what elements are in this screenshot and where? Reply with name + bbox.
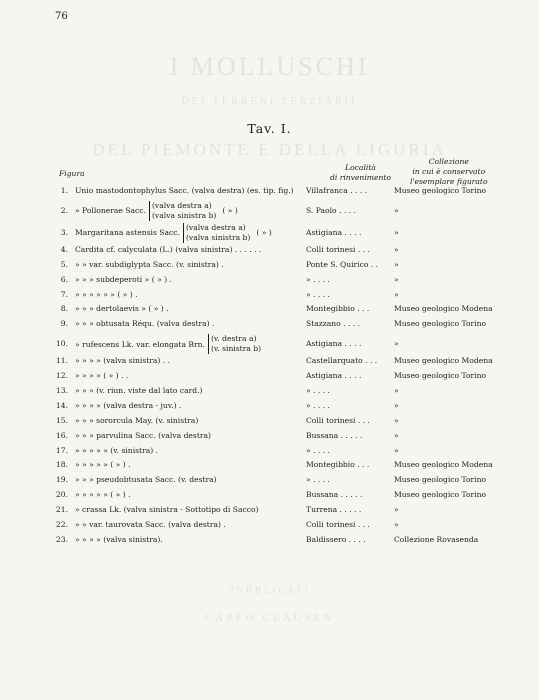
collection: » [394,244,399,254]
figure-number: 9. [60,319,68,329]
header-collezione [410,157,488,187]
collection: » [394,386,399,396]
ghost-line-1: I MOLLUSCHI [169,52,370,81]
figure-number: 19. [55,475,68,485]
species-description: » » » » » (v. sinistra) . [75,445,159,455]
locality: Villafranca . . . . [306,186,368,195]
locality: Astigiana . . . . [306,339,362,349]
figure-number: 5. [60,259,68,269]
figure-number: 7. [60,289,68,299]
species-description: » » » dertolaevis » ( » ) . [75,304,169,314]
figure-number: 21. [55,505,68,515]
figure-number: 3. [60,227,68,237]
collection: Museo geologico Torino [394,319,487,329]
figure-number: 15. [55,415,68,425]
collection: » [394,430,399,440]
table-row [0,290,539,305]
figure-number: 13. [55,386,68,396]
table-row [0,223,539,245]
valve-note: ( » ) [256,228,272,238]
species-description [75,223,272,243]
collection: Museo geologico Torino [394,371,487,381]
collection: » [394,505,399,515]
locality: » . . . . [306,400,330,410]
header-collezione-line3: l'esemplare figurato [410,177,488,186]
species-description: » » » » » ( » ) . [75,490,131,500]
ghost-line-4: PUBBLICATI [228,585,311,595]
locality: Astigiana . . . . [306,227,362,237]
collection: Collezione Rovasenda [394,534,479,544]
table-row [0,535,539,550]
valve-b: (v. sinistra b) [210,344,262,354]
species-name: Margaritana astensis Sacc. [75,228,180,238]
table-row [0,304,539,319]
collection: » [394,227,399,237]
species-description: Unio mastodontophylus Sacc. (valva destra) (es. tip. fig.) [75,186,294,195]
collection: » [394,520,399,530]
locality: Colli torinesi . . . [306,415,370,425]
locality: Astigiana . . . . [306,371,362,381]
species-description: » » » » » » ( » ) . [75,289,138,299]
valve-note: ( » ) [222,206,238,216]
species-description: » » » » ( » ) . . [75,371,129,381]
table-row [0,446,539,461]
table-row [0,475,539,490]
locality: Stazzano . . . . [306,319,361,329]
figure-number: 11. [55,356,68,366]
plate-table [0,186,539,550]
species-description: » » » sororcula May. (v. sinistra) [75,415,199,425]
ghost-line-2: DEI TERRENI TERZIARII [181,96,358,107]
locality: Turrena . . . . . [306,505,362,515]
figure-number: 12. [55,371,68,381]
table-row [0,245,539,260]
table-row [0,431,539,446]
locality: » . . . . [306,475,330,485]
species-description: » » » » (valva sinistra) . . [75,356,171,366]
collection: Museo geologico Torino [394,186,487,195]
collection: » [394,259,399,269]
table-row [0,371,539,386]
locality: Castellarquato . . . [306,356,378,366]
header-collezione-line2: in cui è conservato [412,167,486,176]
collection: » [394,339,399,349]
species-description: » » » » (valva destra - juv.) . [75,400,182,410]
species-description [75,201,238,221]
table-row [0,416,539,431]
table-row [0,356,539,371]
collection: » [394,289,399,299]
species-description [75,334,267,354]
locality: » . . . . [306,445,330,455]
valve-b: (valva sinistra b) [185,232,251,242]
header-localita-line2: di rinvenimento [330,173,391,182]
species-name: » Pollonerae Sacc. [75,206,146,216]
locality: Baldissero . . . . [306,534,366,544]
brace-group [208,334,261,354]
table-row [0,386,539,401]
locality: Montegibbio . . . [306,304,370,314]
species-description: Cardita cf. calyculata (L.) (valva sinistra) . . . . . . [75,244,262,254]
collection: » [394,415,399,425]
figure-number: 20. [55,490,68,500]
table-row [0,334,539,356]
figure-number: 18. [55,460,68,470]
table-row [0,319,539,334]
figure-number: 16. [55,430,68,440]
ghost-line-3: DEL PIEMONTE E DELLA LIGURIA [92,140,447,159]
table-row [0,186,539,201]
collection: » [394,445,399,455]
species-name: » rufescens Lk. var. elongata Brn. [75,339,205,349]
species-description: » » var. subdiglypta Sacc. (v. sinistra) . [75,259,224,269]
table-row [0,260,539,275]
figure-number: 6. [60,274,68,284]
header-localita [330,163,391,183]
table-row [0,520,539,535]
valve-b: (valva sinistra b) [151,210,217,220]
collection: » [394,205,399,215]
table-row [0,201,539,223]
species-description: » » » » (valva sinistra). [75,534,163,544]
species-description: » » var. taurovata Sacc. (valva destra) . [75,520,226,530]
species-description: » » » » » ( » ) . [75,460,131,470]
locality: » . . . . [306,386,330,396]
figure-number: 8. [60,304,68,314]
header-collezione-line1: Collezione [428,157,469,166]
collection: Museo geologico Modena [394,460,493,470]
species-description: » » » subdeperoti » ( » ) . [75,274,172,284]
table-row [0,460,539,475]
locality: Bussana . . . . . [306,490,363,500]
table-row [0,275,539,290]
brace-group [149,201,216,221]
collection: Museo geologico Modena [394,356,493,366]
page-number: 76 [55,11,68,22]
species-description: » » » parvulina Sacc. (valva destra) [75,430,211,440]
figure-number: 23. [55,534,68,544]
collection: Museo geologico Torino [394,490,487,500]
figure-number: 2. [60,205,68,215]
species-description: » crassa Lk. (valva sinistra - Sottotipo di Sacco) [75,505,259,515]
table-row [0,401,539,416]
table-row [0,505,539,520]
locality: Ponte S. Quirico . . [306,259,379,269]
valve-a: (v. destra a) [210,334,257,344]
header-localita-line1: Località [345,163,376,172]
figure-number: 10. [55,339,68,349]
locality: S. Paolo . . . . [306,205,356,215]
valve-a: (valva destra a) [185,222,246,232]
figure-number: 17. [55,445,68,455]
species-description: » » » pseudobtusata Sacc. (v. destra) [75,475,217,485]
figure-number: 14. [55,400,68,410]
locality: » . . . . [306,274,330,284]
brace-group [183,223,250,243]
figure-number: 22. [55,520,68,530]
locality: Bussana . . . . . [306,430,363,440]
header-figura: Figura [59,169,85,178]
species-description: » » » obtusata Réqu. (valva destra) . [75,319,215,329]
figure-number: 4. [60,244,68,254]
collection: Museo geologico Torino [394,475,487,485]
collection: » [394,274,399,284]
locality: » . . . . [306,289,330,299]
plate-title: Tav. I. [247,121,292,136]
ghost-line-5: CARLO CLAUSEN [204,612,335,624]
locality: Montegibbio . . . [306,460,370,470]
locality: Colli torinesi . . . [306,520,370,530]
species-description: » » » (v. riun. viste dal lato card.) [75,386,203,396]
valve-a: (valva destra a) [151,200,212,210]
collection: » [394,400,399,410]
locality: Colli torinesi . . . [306,244,370,254]
figure-number: 1. [60,186,68,195]
collection: Museo geologico Modena [394,304,493,314]
table-row [0,490,539,505]
